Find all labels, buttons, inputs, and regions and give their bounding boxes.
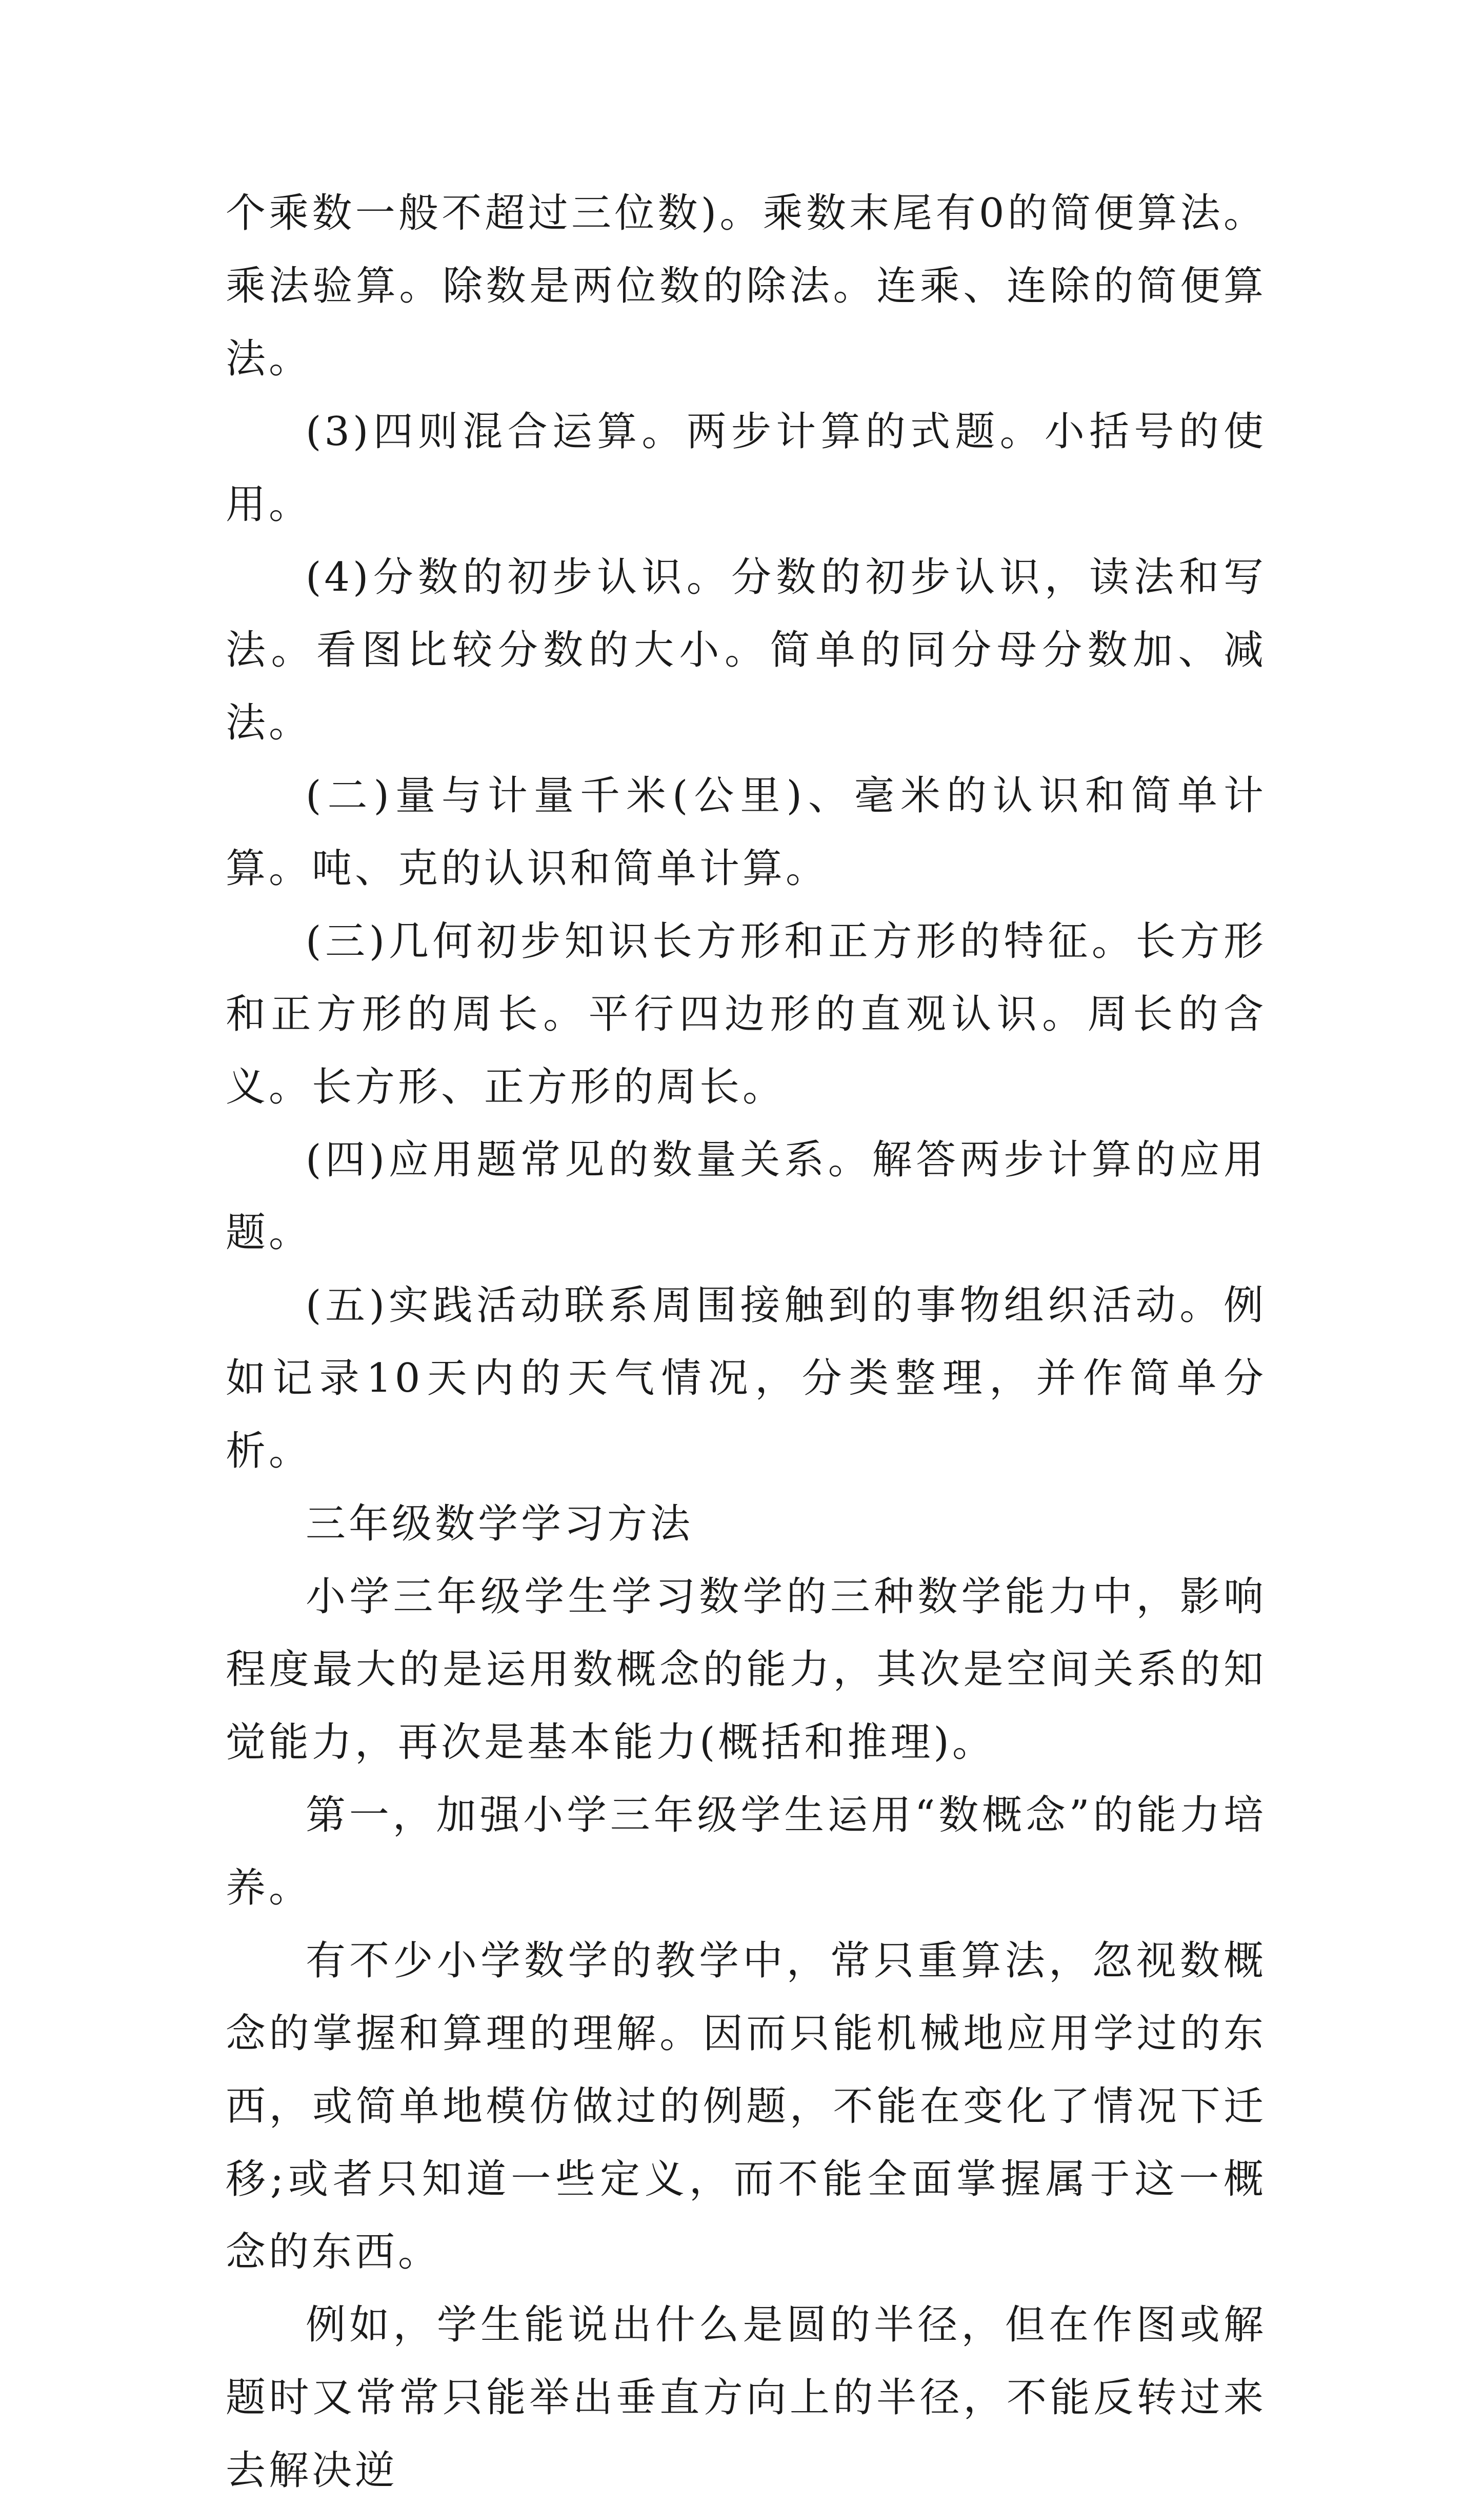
paragraph: (3)四则混合运算。两步计算的式题。小括号的使用。 bbox=[226, 409, 1267, 528]
paragraph: (4)分数的初步认识。分数的初步认识，读法和写法。看图比较分数的大小。简单的同分母分数加、减法。 bbox=[226, 554, 1267, 746]
paragraph: (三)几何初步知识长方形和正方形的特征。长方形和正方形的周长。平行四边形的直观认识。周长的含义。长方形、正方形的周长。 bbox=[226, 918, 1267, 1110]
paragraph: 小学三年级学生学习数学的三种数学能力中，影响程度最大的是运用数概念的能力，其次是空间关系的知觉能力，再次是基本能力(概括和推理)。 bbox=[226, 1574, 1267, 1766]
body-text bbox=[226, 177, 1267, 2507]
paragraph: (五)实践活动联系周围接触到的事物组织活动。例如记录10天内的天气情况，分类整理，并作简单分析。 bbox=[226, 1282, 1267, 1474]
paragraph: 有不少小学数学的教学中，常只重算法，忽视数概念的掌握和算理的理解。因而只能机械地应用学过的东西，或简单地模仿做过的例题，不能在变化了情况下迁移;或者只知道一些定义，而不能全面掌握属于这一概念的东西。 bbox=[226, 1938, 1267, 2275]
paragraph: (二)量与计量千米(公里)、毫米的认识和简单计算。吨、克的认识和简单计算。 bbox=[226, 773, 1267, 892]
paragraph: 第一，加强小学三年级学生运用“数概念”的能力培养。 bbox=[226, 1792, 1267, 1911]
paragraph: (四)应用题常见的数量关系。解答两步计算的应用题。 bbox=[226, 1137, 1267, 1256]
paragraph: 例如，学生能说出什么是圆的半径，但在作图或解题时又常常只能举出垂直方向上的半径，不能反转过来去解决逆 bbox=[226, 2302, 1267, 2494]
section-heading: 三年级数学学习方法 bbox=[306, 1501, 694, 1547]
paragraph: 个乘数一般不超过三位数)。乘数末尾有0的简便算法。乘法验算。除数是两位数的除法。连乘、连除的简便算法。 bbox=[226, 190, 1267, 382]
